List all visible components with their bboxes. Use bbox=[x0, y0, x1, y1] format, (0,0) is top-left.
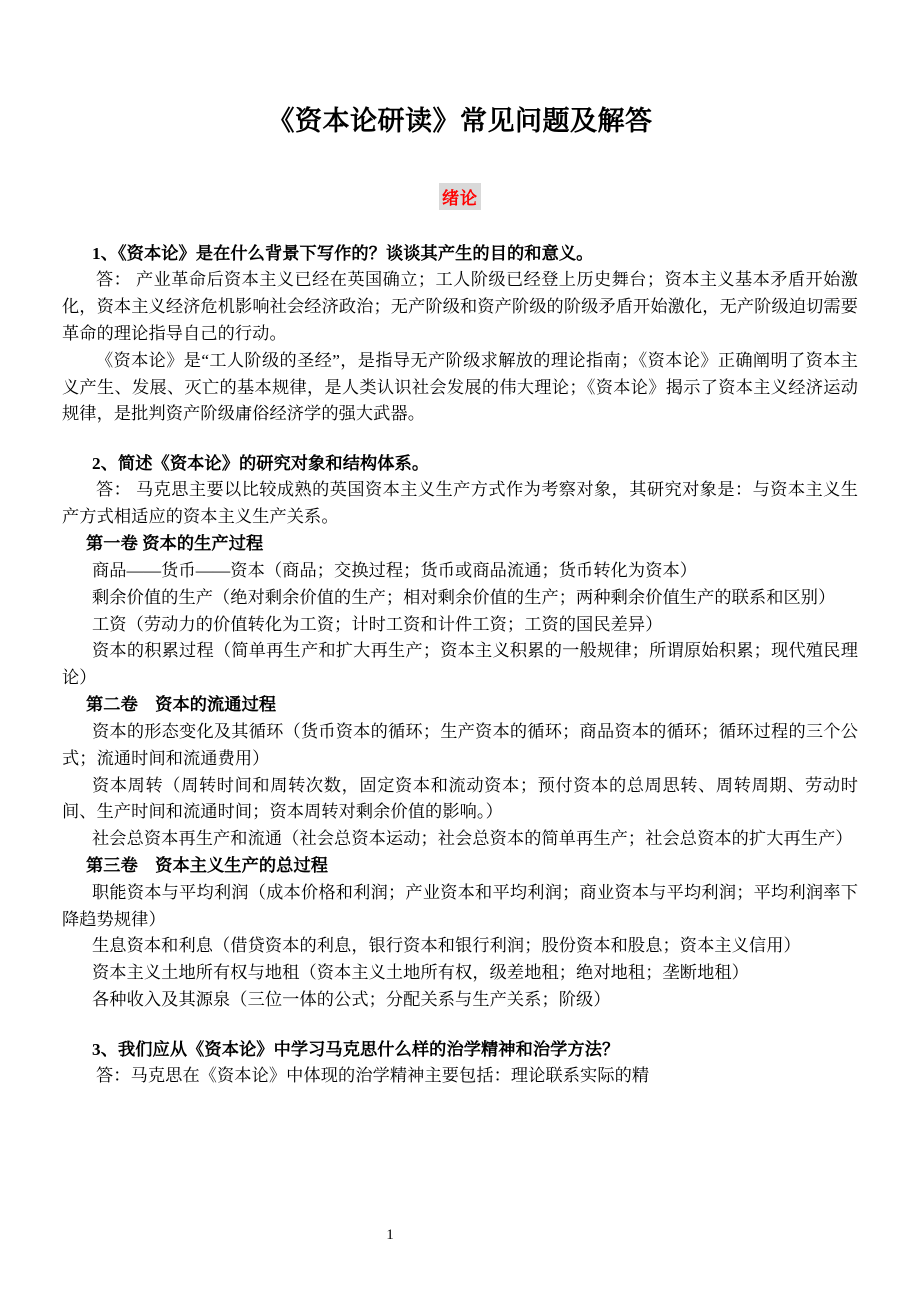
volume-1-item-1: 商品——货币——资本（商品；交换过程；货币或商品流通；货币转化为资本） bbox=[92, 560, 698, 580]
question-text-1: 1、《资本论》是在什么背景下写作的？谈谈其产生的目的和意义。 bbox=[92, 244, 594, 264]
volume-1-item-3: 工资（劳动力的价值转化为工资；计时工资和计件工资；工资的国民差异） bbox=[92, 614, 663, 634]
block-spacer bbox=[62, 1016, 858, 1036]
answer-text-2a: 答： 马克思主要以比较成熟的英国资本主义生产方式作为考察对象，其研究对象是：与资本主义生产方式相适应的资本主义生产关系。 bbox=[62, 480, 858, 527]
qa-block-3 bbox=[62, 1036, 858, 1090]
volume-title-1: 第一卷 资本的生产过程 bbox=[86, 534, 264, 554]
volume-2-item-3: 社会总资本再生产和流通（社会总资本运动；社会总资本的简单再生产；社会总资本的扩大再生产） bbox=[92, 829, 853, 849]
answer-text-1b: 《资本论》是“工人阶级的圣经”，是指导无产阶级求解放的理论指南；《资本论》正确阐明了资本主义产生、发展、灭亡的基本规律，是人类认识社会发展的伟大理论；《资本论》揭示了资本主义经济运动规律，是批判资产阶级庸俗经济学的强大武器。 bbox=[62, 350, 858, 424]
volume-title-3: 第三卷 资本主义生产的总过程 bbox=[86, 856, 329, 875]
answer-text-3a: 答：马克思在《资本论》中体现的治学精神主要包括：理论联系实际的精 bbox=[96, 1066, 650, 1086]
volume-2-item-1: 资本的形态变化及其循环（货币资本的循环；生产资本的循环；商品资本的循环；循环过程的三个公式；流通时间和流通费用） bbox=[62, 721, 858, 768]
volume-3-item-3: 资本主义土地所有权与地租（资本主义土地所有权，级差地租；绝对地租；垄断地租） bbox=[92, 963, 749, 983]
volume-2-item-2: 资本周转（周转时间和周转次数，固定资本和流动资本；预付资本的总周思转、周转周期、劳动时间、生产时间和流通时间；资本周转对剩余价值的影响。） bbox=[62, 775, 858, 822]
qa-block-1 bbox=[62, 240, 858, 428]
section-heading-container bbox=[62, 183, 858, 210]
section-heading-xulun: 绪论 bbox=[439, 183, 481, 210]
volume-3-item-2: 生息资本和利息（借贷资本的利息，银行资本和银行利润；股份资本和股息；资本主义信用） bbox=[92, 936, 801, 956]
volume-3-item-4: 各种收入及其源泉（三位一体的公式；分配关系与生产关系；阶级） bbox=[92, 990, 611, 1010]
volume-title-2: 第二卷 资本的流通过程 bbox=[86, 695, 277, 715]
page-number: 1 bbox=[386, 1227, 394, 1243]
qa-block-2 bbox=[62, 450, 858, 1014]
question-text-3: 3、我们应从《资本论》中学习马克思什么样的治学精神和治学方法？ bbox=[92, 1039, 620, 1059]
volume-3-item-1: 职能资本与平均利润（成本价格和利润；产业资本和平均利润；商业资本与平均利润；平均利润率下降趋势规律） bbox=[62, 882, 858, 929]
question-text-2: 2、简述《资本论》的研究对象和结构体系。 bbox=[92, 454, 430, 474]
answer-text-1a: 答： 产业革命后资本主义已经在英国确立；工人阶级已经登上历史舞台；资本主义基本矛盾开始激化，资本主义经济危机影响社会经济政治；无产阶级和资产阶级的阶级矛盾开始激化，无产阶级迫切需要革命的理论指导自己的行动。 bbox=[62, 270, 858, 343]
page-title: 《资本论研读》常见问题及解答 bbox=[267, 106, 653, 136]
block-spacer bbox=[62, 430, 858, 450]
volume-1-item-2: 剩余价值的生产（绝对剩余价值的生产；相对剩余价值的生产；两种剩余价值生产的联系和区别） bbox=[92, 587, 836, 607]
volume-1-item-4: 资本的积累过程（简单再生产和扩大再生产；资本主义积累的一般规律；所谓原始积累；现代殖民理论） bbox=[62, 641, 858, 688]
